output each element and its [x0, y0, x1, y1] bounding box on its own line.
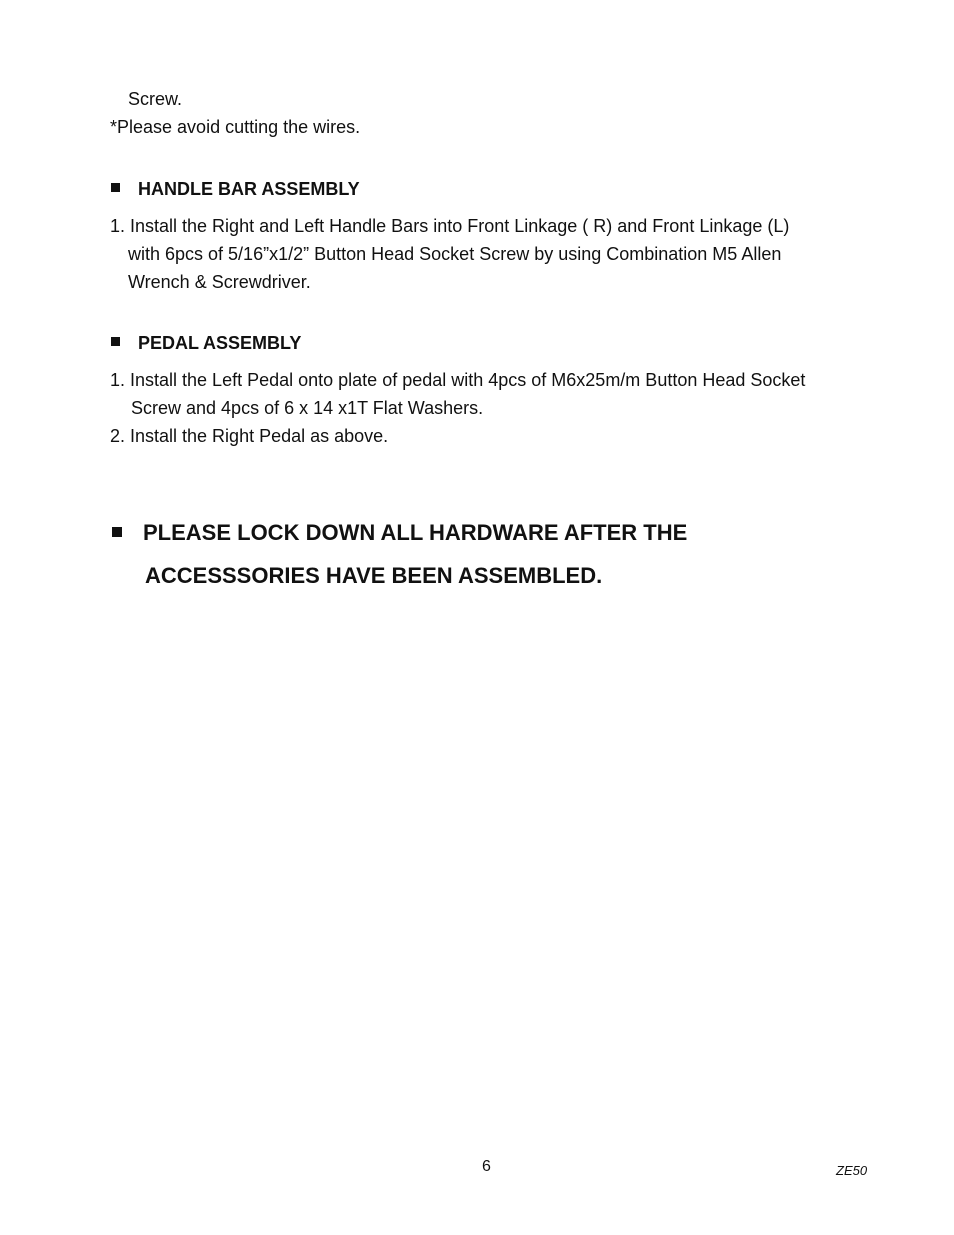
wire-warning: *Please avoid cutting the wires.: [110, 117, 361, 137]
handle-bar-step-1-line-1: 1. Install the Right and Left Handle Bars into Front Linkage ( R) and Front Linkage (L): [110, 216, 790, 236]
handle-bar-step-1-line-2: with 6pcs of 5/16”x1/2” Button Head Socket Screw by using Combination M5 Allen: [128, 244, 782, 264]
lock-down-notice-line-2: ACCESSSORIES HAVE BEEN ASSEMBLED.: [145, 563, 603, 588]
pedal-step-2: 2. Install the Right Pedal as above.: [110, 426, 389, 446]
square-bullet-icon: [111, 183, 120, 192]
pedal-step-1-line-1: 1. Install the Left Pedal onto plate of pedal with 4pcs of M6x25m/m Button Head Socket: [110, 370, 806, 390]
page-number: 6: [482, 1158, 491, 1175]
handle-bar-heading: HANDLE BAR ASSEMBLY: [138, 179, 360, 199]
square-bullet-icon: [111, 337, 120, 346]
pedal-heading: PEDAL ASSEMBLY: [138, 333, 302, 353]
lock-down-notice-line-1: PLEASE LOCK DOWN ALL HARDWARE AFTER THE: [143, 520, 688, 545]
model-code: ZE50: [836, 1163, 868, 1178]
handle-bar-step-1-line-3: Wrench & Screwdriver.: [128, 272, 311, 292]
pedal-step-1-line-2: Screw and 4pcs of 6 x 14 x1T Flat Washers.: [131, 398, 484, 418]
square-bullet-icon: [112, 527, 122, 537]
intro-line-1: Screw.: [128, 89, 183, 109]
